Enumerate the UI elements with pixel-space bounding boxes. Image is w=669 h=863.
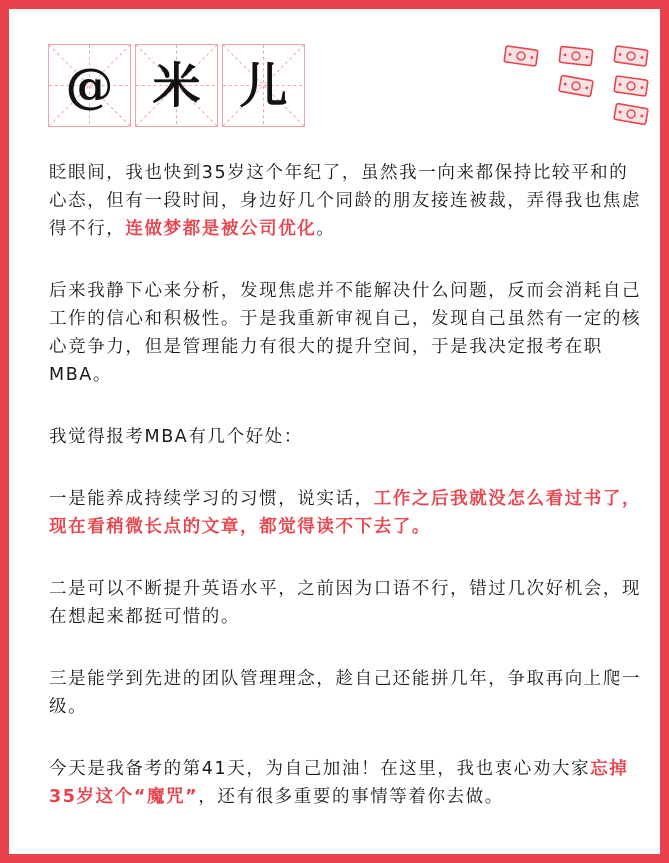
money-bill-icon (558, 45, 594, 66)
paragraph-1 (49, 159, 644, 243)
paragraph-text: 我觉得报考MBA有几个好处： (49, 427, 303, 447)
paragraph-text: 今天是我备考的第41天，为自己加油！在这里，我也衷心劝大家 (49, 759, 591, 779)
money-decoration (499, 39, 659, 134)
paragraph-text: 眨眼间，我也快到35岁这个年纪了，虽然我一向来都保持比较平和的心态，但有一段时间，身边好几个同龄的朋友接连被裁，弄得我也焦虑得不行， (49, 163, 642, 239)
money-bill-icon (503, 45, 539, 68)
title-char-at: @ (65, 57, 114, 114)
paragraph-text: 一是能养成持续学习的习惯，说实话， (49, 489, 374, 509)
paragraph-4 (49, 485, 644, 541)
title-grid (48, 44, 305, 128)
article-body (49, 159, 644, 845)
paragraph-2 (49, 277, 644, 389)
title-cell-2 (135, 44, 218, 127)
money-bill-icon (613, 45, 649, 68)
highlight-text: 连做梦都是被公司优化 (125, 219, 317, 239)
paragraph-5 (49, 575, 644, 631)
paragraph-6 (49, 665, 644, 721)
title-cell-1 (48, 44, 131, 127)
paragraph-3 (49, 423, 644, 451)
paragraph-text: 二是可以不断提升英语水平，之前因为口语不行，错过几次好机会，现在想起来都挺可惜的。 (49, 579, 642, 627)
title-char-mi: 米 (152, 57, 201, 114)
title-char-er: 儿 (239, 57, 288, 114)
highlight-text: 工作之后我就没怎么看过书了，现在看稍微长点的文章，都觉得读不下去了。 (49, 489, 642, 537)
money-bill-icon (613, 75, 649, 98)
money-bill-icon (613, 102, 650, 126)
highlight-text: 忘掉35岁这个“魔咒” (49, 759, 629, 807)
paragraph-text: 三是能学到先进的团队管理理念，趁自己还能拼几年，争取再向上爬一级。 (49, 669, 642, 717)
paragraph-7 (49, 755, 644, 811)
paragraph-text: ，还有很多重要的事情等着你去做。 (198, 787, 504, 807)
paragraph-text: 后来我静下心来分析，发现焦虑并不能解决什么问题，反而会消耗自己工作的信心和积极性。于是我重新审视自己，发现自己虽然有一定的核心竞争力，但是管理能力有很大的提升空间，于是我决定报考在职MBA。 (49, 281, 642, 385)
paragraph-text: 。 (316, 219, 336, 239)
title-cell-3 (222, 44, 305, 127)
money-bill-icon (558, 74, 595, 98)
